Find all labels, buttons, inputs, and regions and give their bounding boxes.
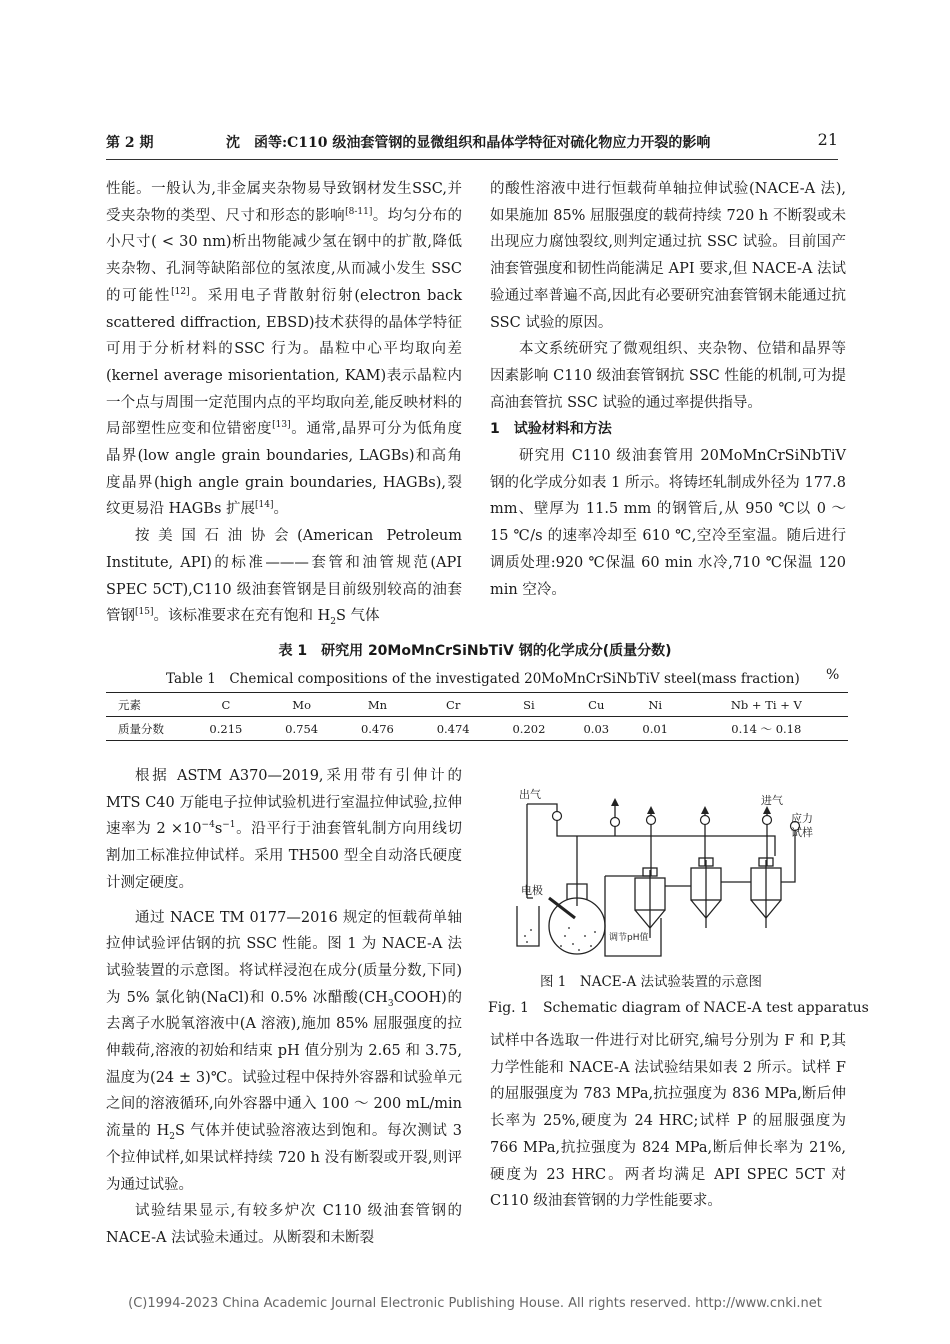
citation: [15] [135,607,154,618]
table-cell: 0.14 ～ 0.18 [685,717,848,741]
table-cell: 质量分数 [106,717,188,741]
running-header [106,126,838,156]
issue-number: 第 2 期 [106,135,154,151]
table-cell: C [188,693,264,717]
right-column-bottom [490,1028,846,1215]
label-gas-in: 进气 [761,794,783,807]
table-cell: Nb + Ti + V [685,693,848,717]
table-cell: Mo [264,693,340,717]
left-column-top [106,176,462,630]
table-cell: Cu [567,693,626,717]
table-cell: 0.03 [567,717,626,741]
label-specimen: 试样 [791,826,813,839]
table-cell: 0.474 [415,717,491,741]
table-cell: Ni [626,693,685,717]
running-title: 沈 函等:C110 级油套管钢的显微组织和晶体学特征对硫化物应力开裂的影响 [226,135,711,151]
table-cell: 0.476 [340,717,416,741]
page-number: 21 [817,130,838,149]
paragraph: 按美国石油协会(American Petroleum Institute, API)的标准———套管和油管规范(API SPEC 5CT),C110 级油套管钢是目前级别较高的油套管钢[15]。该标准要求在充有饱和 $H_2S$ 气体 [106,528,462,628]
table-title-cn: 表 1 研究用 20MoMnCrSiNbTiV 钢的化学成分(质量分数) [278,643,672,659]
paragraph: 性能。一般认为,非金属夹杂物易导致钢材发生SSC,并受夹杂物的类型、尺寸和形态的影响[8-11]。均匀分布的小尺寸( < 30 nm)析出物能减少氢在钢中的扩散,降低夹杂物、孔洞等缺陷部位的氢浓度,从而减小发生 SSC 的可能性[12]。采用电子背散射衍射(electron back scattered diffraction, EBSD)技术获得的晶体学特征可用于分析材料的SSC 行为。晶粒中心平均取向差(kernel average misorientation, KAM)表示晶粒内一个点与周围一定范围内点的平均取向差,能反映材料的局部塑性应变和位错密度[13]。通常,晶界可分为低角度晶界(low angle grain boundaries, LAGBs)和高角度晶界(high angle grain boundaries, HAGBs),裂纹更易沿 HAGBs 扩展[14]。 [106,181,463,518]
copyright-footer: (C)1994-2023 China Academic Journal Electronic Publishing House. All rights reserved. http://www.cnki.net [128,1296,822,1311]
nace-a-apparatus-figure [505,786,845,964]
table-row [106,717,848,741]
table-header-row [106,693,848,717]
table-cell: Cr [415,693,491,717]
table-cell: 0.215 [188,717,264,741]
figure-caption-en: Fig. 1 Schematic diagram of NACE-A test apparatus [488,1000,869,1016]
paragraph: 本文系统研究了微观组织、夹杂物、位错和晶界等因素影响 C110 级油套管钢抗 SSC 性能的机制,可为提高油套管抗 SSC 试验的通过率提供指导。 [490,341,846,411]
paragraph: 研究用 C110 级油套管用 20MoMnCrSiNbTiV 钢的化学成分如表 1 所示。将铸坯轧制成外径为 177.8 mm、壁厚为 11.5 mm 的钢管后,从 950 ℃以 0 ～ 15 ℃/s 的速率冷却至 610 ℃,空冷至室温。随后进行调质处理:920 ℃保温 60 min 水冷,710 ℃保温 120 min 空冷。 [490,448,846,598]
figure-caption-cn: 图 1 NACE-A 法试验装置的示意图 [540,974,762,990]
citation: [8-11] [345,206,373,217]
label-ph-adjust: 调节pH值 [609,933,649,943]
citation: [14] [255,500,274,511]
table-cell: 元素 [106,693,188,717]
table-cell: 0.754 [264,717,340,741]
label-stress: 应力 [791,812,813,825]
table-cell: 0.202 [491,717,567,741]
label-gas-out: 出气 [519,788,541,801]
paragraph: 试样中各选取一件进行对比研究,编号分别为 F 和 P,其力学性能和 NACE-A 法试验结果如表 2 所示。试样 F 的屈服强度为 783 MPa,抗拉强度为 836 MPa,断后伸长率为 25%,硬度为 24 HRC;试样 P 的屈服强度为 766 MPa,抗拉强度为 824 MPa,断后伸长率为 21%,硬度为 23 HRC。两者均满足 API SPEC 5CT 对 C110 级油套管钢的力学性能要求。 [490,1033,846,1210]
table-unit: % [826,667,840,683]
left-column-bottom [106,763,462,1252]
chemical-composition-table [106,692,848,741]
table-title-en: Table 1 Chemical compositions of the investigated 20MoMnCrSiNbTiV steel(mass fraction) [166,671,800,687]
paragraph: 的酸性溶液中进行恒载荷单轴拉伸试验(NACE-A 法),如果施加 85% 屈服强度的载荷持续 720 h 不断裂或未出现应力腐蚀裂纹,则判定通过抗 SSC 试验。目前国产油套管强度和韧性尚能满足 API 要求,但 NACE-A 法试验通过率普遍不高,因此有必要研究油套管钢未能通过抗 SSC 试验的原因。 [490,181,846,331]
header-rule [106,159,838,160]
citation: [13] [272,420,291,431]
right-column-top [490,176,846,603]
table-cell: Si [491,693,567,717]
paragraph: 试验结果显示,有较多炉次 C110 级油套管钢的 NACE-A 法试验未通过。从断裂和未断裂 [106,1203,462,1246]
table-cell: Mn [340,693,416,717]
label-electrode: 电极 [521,884,543,897]
citation: [12] [171,286,190,297]
paragraph: 通过 NACE TM 0177—2016 规定的恒载荷单轴拉伸试验评估钢的抗 SSC 性能。图 1 为 NACE-A 法试验装置的示意图。将试样浸泡在成分(质量分数,下同)为 5% 氯化钠(NaCl)和 0.5% 冰醋酸$(CH_3COOH)$的去离子水脱氧溶液中(A 溶液),施加 85% 屈服强度的拉伸载荷,溶液的初始和结束 pH 值分别为 2.65 和 3.75,温度为(24 ± 3)℃。试验过程中保持外容器和试验单元之间的溶液循环,向外容器中通入 100 ～ 200 mL/min 流量的 $H_2S$ 气体并使试验溶液达到饱和。每次测试 3 个拉伸试样,如果试样持续 720 h 没有断裂或开裂,则评为通过试验。 [106,909,463,1193]
table-cell: 0.01 [626,717,685,741]
paragraph: 根据 ASTM A370—2019,采用带有引伸计的 MTS C40 万能电子拉伸试验机进行室温拉伸试验,拉伸速率为 $2 \times 10^{-4}s^{-1}$。沿平行于油套管轧制方向用线切割加工标准拉伸试样。采用 TH500 型全自动洛氏硬度计测定硬度。 [106,768,462,891]
section-heading: 1 试验材料和方法 [490,421,612,438]
